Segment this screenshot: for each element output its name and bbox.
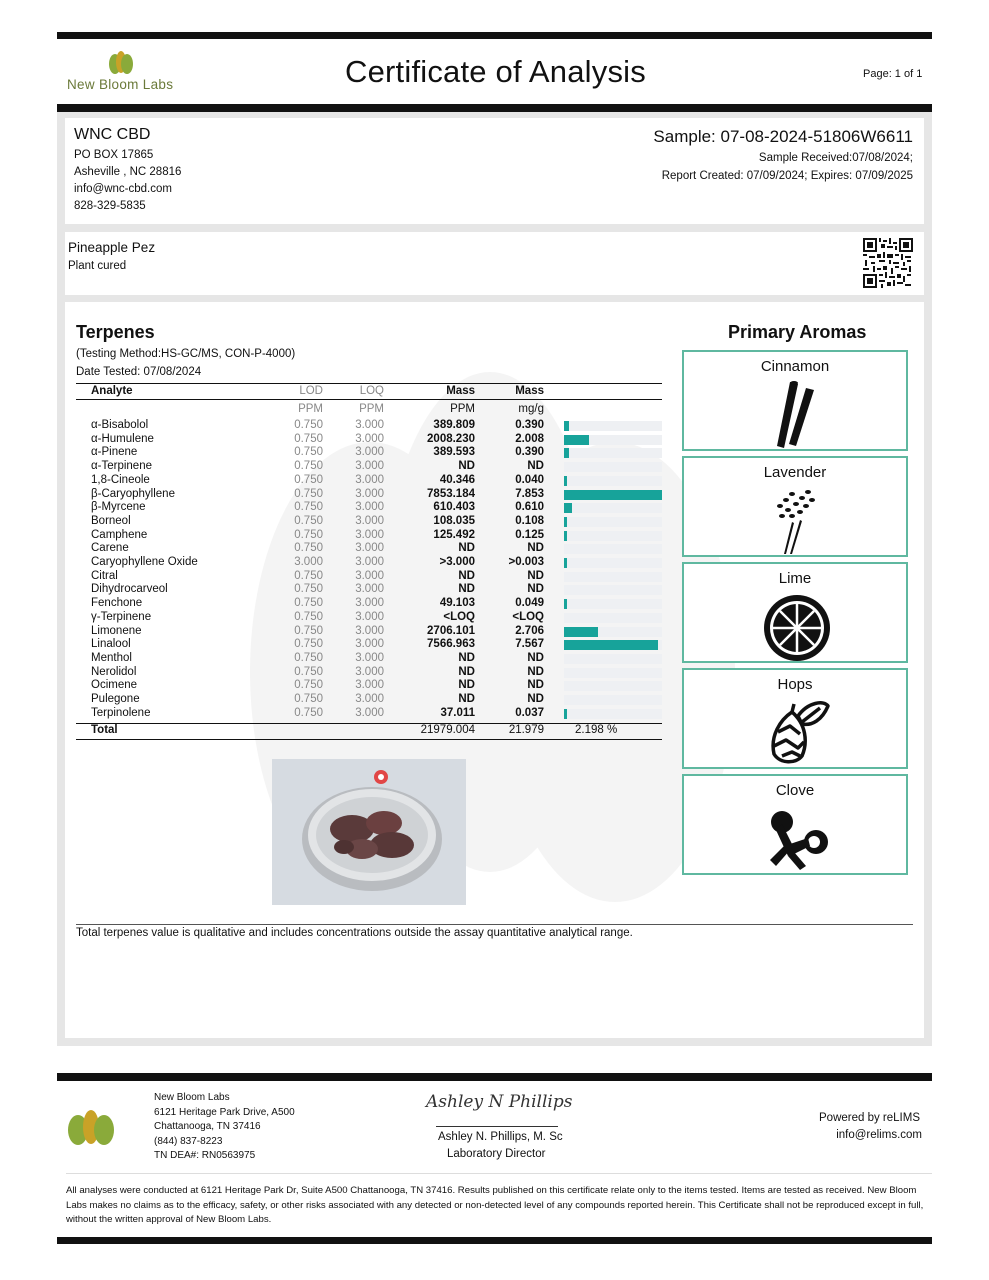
analyte-loq: 3.000 <box>355 446 384 459</box>
unit-loq: PPM <box>359 403 384 415</box>
powered-by: Powered by reLIMS <box>819 1112 920 1124</box>
signature: Ashley N Phillips <box>426 1092 573 1112</box>
analyte-mass-ppm: 389.593 <box>433 446 475 459</box>
analyte-mass-ppm: ND <box>458 569 475 582</box>
level-bar <box>564 421 569 431</box>
analyte-lod: 0.750 <box>294 542 323 555</box>
analyte-loq: 3.000 <box>355 583 384 596</box>
lab-logo-icon <box>66 50 176 80</box>
table-total-row <box>76 724 662 738</box>
product-name: Pineapple Pez <box>68 240 156 255</box>
aroma-clove <box>682 774 908 875</box>
level-bar-track <box>564 709 662 719</box>
analyte-lod: 0.750 <box>294 501 323 514</box>
table-row <box>76 419 662 433</box>
analyte-name: Nerolidol <box>91 665 137 678</box>
analyte-mass-ppm: ND <box>458 460 475 473</box>
analyte-lod: 0.750 <box>294 419 323 431</box>
note-rule <box>76 924 913 925</box>
hops-icon <box>762 698 832 768</box>
table-top-rule <box>76 383 662 384</box>
lab-logo <box>66 50 176 96</box>
analyte-mass-mg: ND <box>527 693 544 705</box>
analyte-lod: 0.750 <box>294 528 323 541</box>
analyte-lod: 0.750 <box>294 569 323 582</box>
client-address1: PO BOX 17865 <box>74 149 154 161</box>
analyte-name: Dihydrocarveol <box>91 583 168 596</box>
level-bar-track <box>564 668 662 678</box>
analyte-loq: 3.000 <box>355 432 384 445</box>
analyte-mass-mg: ND <box>527 569 544 582</box>
analyte-mass-mg: ND <box>527 679 544 692</box>
table-row <box>76 666 662 680</box>
analyte-mass-mg: 0.390 <box>515 446 544 459</box>
aroma-lavender <box>682 456 908 557</box>
analyte-lod: 0.750 <box>294 679 323 692</box>
level-bar <box>564 640 658 650</box>
level-bar <box>564 599 567 609</box>
analyte-loq: 3.000 <box>355 419 384 431</box>
aroma-label: Lavender <box>763 464 827 481</box>
analyte-mass-ppm: 49.103 <box>439 597 475 610</box>
analyte-lod: 0.750 <box>294 693 323 705</box>
total-mg: 21.979 <box>508 724 544 736</box>
unit-mass-ppm: PPM <box>450 403 475 415</box>
analyte-lod: 0.750 <box>294 610 323 623</box>
aroma-cinnamon <box>682 350 908 451</box>
lavender-icon <box>762 486 832 556</box>
level-bar-track <box>564 654 662 664</box>
analyte-loq: 3.000 <box>355 624 384 637</box>
analyte-mass-ppm: <LOQ <box>443 610 475 623</box>
analyte-mass-ppm: ND <box>458 693 475 705</box>
analyte-mass-ppm: 610.403 <box>433 501 475 514</box>
analyte-name: α-Humulene <box>91 432 154 445</box>
col-lod: LOD <box>299 385 323 397</box>
level-bar-track <box>564 462 662 472</box>
analyte-name: Terpinolene <box>91 706 151 719</box>
top-rule <box>57 32 932 39</box>
analyte-name: α-Pinene <box>91 446 138 459</box>
table-row <box>76 611 662 625</box>
aroma-label: Cinnamon <box>760 358 830 375</box>
client-address2: Asheville , NC 28816 <box>74 166 182 178</box>
table-row <box>76 693 662 707</box>
table-row <box>76 652 662 666</box>
total-ppm: 21979.004 <box>420 724 475 736</box>
aroma-label: Clove <box>775 782 815 799</box>
client-name: WNC CBD <box>74 126 151 143</box>
analyte-lod: 0.750 <box>294 432 323 445</box>
qr-code-icon <box>863 238 913 288</box>
analyte-name: Borneol <box>91 514 131 527</box>
level-bar-track <box>564 599 662 609</box>
table-row <box>76 583 662 597</box>
analyte-lod: 0.750 <box>294 665 323 678</box>
analyte-mass-mg: <LOQ <box>512 610 544 623</box>
footer-lab-address1: 6121 Heritage Park Drive, A500 <box>154 1106 295 1118</box>
analyte-lod: 0.750 <box>294 514 323 527</box>
level-bar-track <box>564 476 662 486</box>
table-row <box>76 501 662 515</box>
analyte-name: Pulegone <box>91 693 140 705</box>
table-header-rule <box>76 399 662 400</box>
aroma-hops <box>682 668 908 769</box>
analyte-mass-ppm: >3.000 <box>439 556 475 568</box>
analyte-loq: 3.000 <box>355 651 384 664</box>
clove-icon <box>762 804 832 874</box>
analyte-mass-mg: ND <box>527 542 544 555</box>
level-bar-track <box>564 490 662 500</box>
table-units-row <box>76 403 662 417</box>
level-bar <box>564 531 567 541</box>
level-bar-track <box>564 435 662 445</box>
analyte-loq: 3.000 <box>355 665 384 678</box>
cinnamon-icon <box>762 380 832 450</box>
aroma-label: Hops <box>777 676 813 693</box>
analyte-mass-mg: 0.610 <box>515 501 544 514</box>
analyte-lod: 0.750 <box>294 460 323 473</box>
analyte-name: Fenchone <box>91 597 143 610</box>
analyte-lod: 0.750 <box>294 624 323 637</box>
sample-received: Sample Received:07/08/2024; <box>758 152 913 164</box>
analyte-lod: 0.750 <box>294 446 323 459</box>
analyte-mass-ppm: 7853.184 <box>427 487 475 500</box>
analyte-mass-ppm: 125.492 <box>433 528 475 541</box>
aroma-lime <box>682 562 908 663</box>
analyte-mass-mg: ND <box>527 651 544 664</box>
header-rule <box>57 104 932 112</box>
footer-lab-phone: (844) 837-8223 <box>154 1135 223 1147</box>
aromas-heading: Primary Aromas <box>728 322 867 342</box>
level-bar <box>564 476 567 486</box>
level-bar-track <box>564 613 662 623</box>
bottom-rule <box>57 1237 932 1244</box>
table-row <box>76 515 662 529</box>
table-row <box>76 556 662 570</box>
lab-logo-text: New Bloom Labs <box>67 77 174 92</box>
analyte-mass-mg: ND <box>527 665 544 678</box>
table-row <box>76 542 662 556</box>
table-row <box>76 707 662 721</box>
analyte-lod: 0.750 <box>294 473 323 486</box>
analyte-mass-mg: 0.108 <box>515 514 544 527</box>
level-bar-track <box>564 421 662 431</box>
analyte-name: Caryophyllene Oxide <box>91 556 198 568</box>
level-bar-track <box>564 681 662 691</box>
level-bar <box>564 490 662 500</box>
analyte-name: Menthol <box>91 651 132 664</box>
analyte-mass-ppm: 2008.230 <box>427 432 475 445</box>
level-bar-track <box>564 558 662 568</box>
client-phone: 828-329-5835 <box>74 200 146 212</box>
lime-icon <box>762 592 832 662</box>
analyte-mass-ppm: ND <box>458 542 475 555</box>
analyte-mass-mg: 7.853 <box>515 487 544 500</box>
analyte-mass-ppm: ND <box>458 679 475 692</box>
sample-id: Sample: 07-08-2024-51806W6611 <box>653 127 913 146</box>
signer-name: Ashley N. Phillips, M. Sc <box>438 1131 563 1143</box>
footer-lab-address2: Chattanooga, TN 37416 <box>154 1121 261 1133</box>
disclaimer-rule <box>66 1173 932 1174</box>
analyte-loq: 3.000 <box>355 569 384 582</box>
page-title: Certificate of Analysis <box>345 54 646 89</box>
table-row <box>76 679 662 693</box>
analyte-lod: 0.750 <box>294 487 323 500</box>
analyte-loq: 3.000 <box>355 542 384 555</box>
analyte-loq: 3.000 <box>355 706 384 719</box>
unit-lod: PPM <box>298 403 323 415</box>
analyte-mass-ppm: ND <box>458 651 475 664</box>
level-bar-track <box>564 503 662 513</box>
analyte-name: Ocimene <box>91 679 138 692</box>
analyte-loq: 3.000 <box>355 610 384 623</box>
analyte-mass-mg: 0.049 <box>515 597 544 610</box>
report-dates: Report Created: 07/09/2024; Expires: 07/09/2025 <box>661 170 913 182</box>
analyte-name: α-Terpinene <box>91 460 152 473</box>
analyte-name: β-Myrcene <box>91 501 146 514</box>
analyte-name: Camphene <box>91 528 148 541</box>
terpenes-note: Total terpenes value is qualitative and includes concentrations outside the assay quantitative analytical range. <box>76 927 633 939</box>
level-bar <box>564 503 572 513</box>
level-bar-track <box>564 695 662 705</box>
analyte-mass-mg: ND <box>527 583 544 596</box>
analyte-mass-mg: ND <box>527 460 544 473</box>
signature-line <box>436 1126 558 1127</box>
analyte-loq: 3.000 <box>355 638 384 651</box>
analyte-loq: 3.000 <box>355 487 384 500</box>
sample-photo <box>272 759 466 905</box>
powered-email: info@relims.com <box>836 1129 922 1141</box>
col-loq: LOQ <box>359 385 384 397</box>
analyte-mass-ppm: ND <box>458 665 475 678</box>
disclaimer: All analyses were conducted at 6121 Heritage Park Dr, Suite A500 Chattanooga, TN 37416. Results published on this certificate relate only to the items tested. Items are tested as received. New Bloom Labs makes no claims as to the efficacy, safety, or other risks associated with any detected or non-detected level of any compounds reported herein. This Certificate shall not be reproduced except in full, without the written approval of New Bloom Labs. <box>66 1185 924 1225</box>
analyte-mass-mg: 7.567 <box>515 638 544 651</box>
analyte-mass-mg: 0.390 <box>515 419 544 431</box>
table-row <box>76 460 662 474</box>
analyte-lod: 0.750 <box>294 583 323 596</box>
table-row <box>76 597 662 611</box>
analyte-loq: 3.000 <box>355 597 384 610</box>
level-bar-track <box>564 517 662 527</box>
table-row <box>76 529 662 543</box>
analyte-mass-ppm: 389.809 <box>433 419 475 431</box>
analyte-mass-mg: >0.003 <box>508 556 544 568</box>
col-analyte: Analyte <box>91 385 133 397</box>
analyte-mass-mg: 0.125 <box>515 528 544 541</box>
analyte-mass-mg: 0.040 <box>515 473 544 486</box>
analyte-lod: 0.750 <box>294 597 323 610</box>
analyte-loq: 3.000 <box>355 501 384 514</box>
footer-lab-dea: TN DEA#: RN0563975 <box>154 1150 256 1162</box>
level-bar-track <box>564 448 662 458</box>
product-type: Plant cured <box>68 260 127 272</box>
analyte-loq: 3.000 <box>355 693 384 705</box>
analyte-loq: 3.000 <box>355 514 384 527</box>
level-bar-track <box>564 640 662 650</box>
level-bar-track <box>564 531 662 541</box>
unit-mass-mg: mg/g <box>518 403 544 415</box>
total-percent: 2.198 % <box>575 724 618 736</box>
analyte-lod: 3.000 <box>294 556 323 568</box>
terpenes-method: (Testing Method:HS-GC/MS, CON-P-4000) <box>76 348 296 360</box>
analyte-name: α-Bisabolol <box>91 419 149 431</box>
analyte-mass-mg: 2.008 <box>515 432 544 445</box>
level-bar <box>564 517 567 527</box>
analyte-name: Carene <box>91 542 129 555</box>
analyte-mass-ppm: ND <box>458 583 475 596</box>
level-bar <box>564 448 569 458</box>
level-bar-track <box>564 585 662 595</box>
table-row <box>76 625 662 639</box>
analyte-name: Linalool <box>91 638 131 651</box>
analyte-mass-mg: 0.037 <box>515 706 544 719</box>
analyte-mass-ppm: 40.346 <box>439 473 475 486</box>
analyte-loq: 3.000 <box>355 473 384 486</box>
analyte-name: β-Caryophyllene <box>91 487 175 500</box>
analyte-name: 1,8-Cineole <box>91 473 150 486</box>
level-bar-track <box>564 627 662 637</box>
analyte-mass-ppm: 2706.101 <box>427 624 475 637</box>
analyte-mass-ppm: 7566.963 <box>427 638 475 651</box>
table-row <box>76 638 662 652</box>
client-email: info@wnc-cbd.com <box>74 183 172 195</box>
product-box <box>65 232 924 295</box>
table-row <box>76 433 662 447</box>
level-bar <box>564 709 567 719</box>
analyte-loq: 3.000 <box>355 679 384 692</box>
level-bar <box>564 558 567 568</box>
analyte-name: Limonene <box>91 624 142 637</box>
total-label: Total <box>91 724 118 736</box>
analyte-loq: 3.000 <box>355 528 384 541</box>
analyte-loq: 3.000 <box>355 460 384 473</box>
table-row <box>76 446 662 460</box>
col-mass-ppm: Mass <box>446 385 475 397</box>
analyte-mass-ppm: 37.011 <box>440 706 475 719</box>
table-total-rule-bottom <box>76 739 662 740</box>
client-sample-box <box>65 118 924 224</box>
analyte-name: Citral <box>91 569 118 582</box>
analyte-name: γ-Terpinene <box>91 610 152 623</box>
analyte-loq: 3.000 <box>355 556 384 568</box>
level-bar-track <box>564 572 662 582</box>
table-row <box>76 474 662 488</box>
signer-title: Laboratory Director <box>447 1148 546 1160</box>
analyte-lod: 0.750 <box>294 651 323 664</box>
table-header-row <box>76 385 662 399</box>
terpenes-date: Date Tested: 07/08/2024 <box>76 366 202 378</box>
footer-rule <box>57 1073 932 1081</box>
analyte-mass-mg: 2.706 <box>515 624 544 637</box>
analyte-lod: 0.750 <box>294 638 323 651</box>
col-mass-mg: Mass <box>515 385 544 397</box>
level-bar-track <box>564 544 662 554</box>
table-row <box>76 570 662 584</box>
page-number: Page: 1 of 1 <box>863 68 923 80</box>
analyte-lod: 0.750 <box>294 706 323 719</box>
level-bar <box>564 435 589 445</box>
aroma-label: Lime <box>778 570 812 587</box>
table-row <box>76 488 662 502</box>
footer-lab-name: New Bloom Labs <box>154 1092 230 1103</box>
terpenes-heading: Terpenes <box>76 322 155 342</box>
analyte-mass-ppm: 108.035 <box>433 514 475 527</box>
level-bar <box>564 627 598 637</box>
footer-logo-icon <box>66 1108 116 1148</box>
